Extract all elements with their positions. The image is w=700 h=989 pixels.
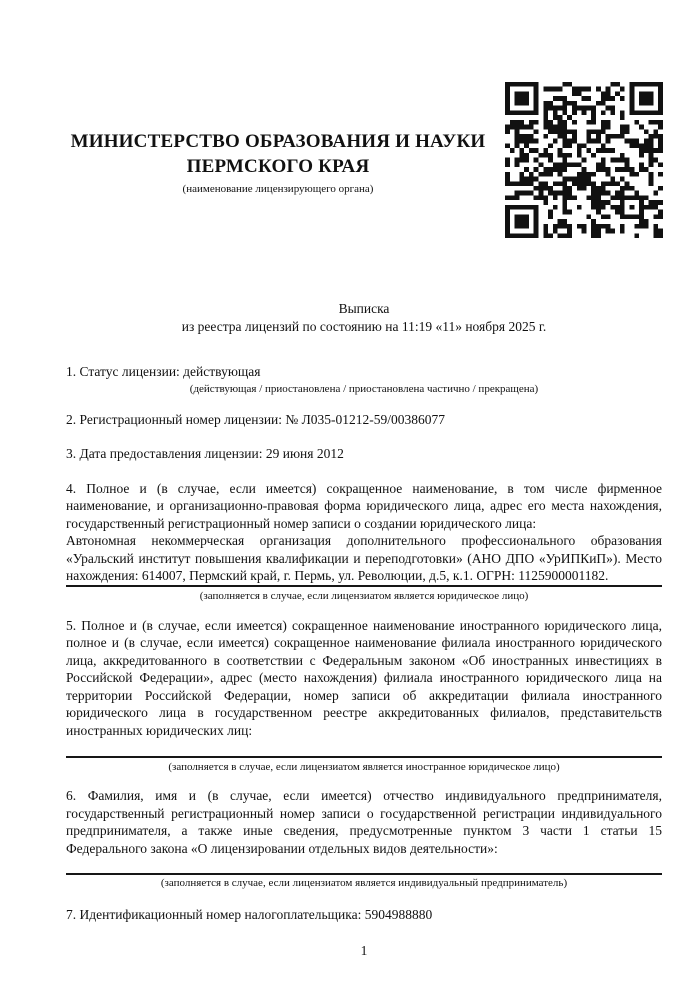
field-registration-number: 2. Регистрационный номер лицензии: № Л035-01212-59/00386077	[66, 411, 446, 427]
document-body	[66, 300, 662, 959]
individual-entrepreneur-value-blank	[66, 857, 662, 875]
authority-name-line1: МИНИСТЕРСТВО ОБРАЗОВАНИЯ И НАУКИ	[70, 131, 486, 152]
document-title-line1: Выписка	[338, 301, 390, 316]
document-title	[66, 300, 662, 335]
legal-entity-label: 4. Полное и (в случае, если имеется) сокращенное наименование, в том числе фирменное наименование, и организационно-правовая форма юридического лица, адрес его места нахождения, государственный регистрационный номер записи о создании юридического лица:	[66, 480, 662, 531]
field-foreign-entity: 5. Полное и (в случае, если имеется) сокращенное наименование иностранного юридического лица, полное и (в случае, если имеется) сокращенное наименование филиала иностранного юридического лица, аккредитованного в соответствии с Федеральным законом «Об иностранных инвестициях в Российской Федерации», адрес (место нахождения) филиала иностранного юридического лица на территории Российской Федерации, номер записи об аккредитации филиала иностранного юридического лица в государственном реестре аккредитованных филиалов, представительств иностранных юридических лиц:	[66, 617, 662, 738]
licensing-authority-header	[66, 129, 490, 196]
qr-code-icon	[505, 82, 663, 238]
authority-name-line2: ПЕРМСКОГО КРАЯ	[186, 156, 370, 177]
license-status-options-caption: (действующая / приостановлена / приостановлена частично / прекращена)	[189, 382, 539, 395]
field-legal-entity	[66, 480, 662, 587]
foreign-entity-value-blank	[66, 739, 662, 758]
field-taxpayer-number: 7. Идентификационный номер налогоплательщика: 5904988880	[66, 907, 433, 922]
legal-entity-value: Автономная некоммерческая организация дополнительного профессионального образования «Уральский институт повышения квалификации и переподготовки» (АНО ДПО «УрИПКиП»). Место нахождения: 614007, Пермский край, г. Пермь, ул. Революции, д.5, к.1. ОГРН: 1125900001182.	[66, 533, 662, 583]
field-grant-date: 3. Дата предоставления лицензии: 29 июня 2012	[66, 446, 344, 461]
field-license-status: 1. Статус лицензии: действующая	[66, 364, 261, 379]
document-title-line2: из реестра лицензий по состоянию на 11:19 «11» ноября 2025 г.	[181, 318, 547, 334]
individual-entrepreneur-caption: (заполняется в случае, если лицензиатом является индивидуальный предприниматель)	[160, 877, 568, 889]
legal-entity-caption: (заполняется в случае, если лицензиатом является юридическое лицо)	[199, 589, 529, 602]
authority-caption: (наименование лицензирующего органа)	[182, 183, 374, 195]
page-number: 1	[360, 942, 368, 958]
foreign-entity-caption: (заполняется в случае, если лицензиатом является иностранное юридическое лицо)	[168, 761, 560, 773]
field-individual-entrepreneur: 6. Фамилия, имя и (в случае, если имеется) отчество индивидуального предпринимателя, государственный регистрационный номер записи о государственной регистрации индивидуального предпринимателя, а также иные сведения, предусмотренные пунктом 3 части 1 статьи 15 Федерального закона «О лицензировании отдельных видов деятельности»:	[66, 788, 662, 856]
